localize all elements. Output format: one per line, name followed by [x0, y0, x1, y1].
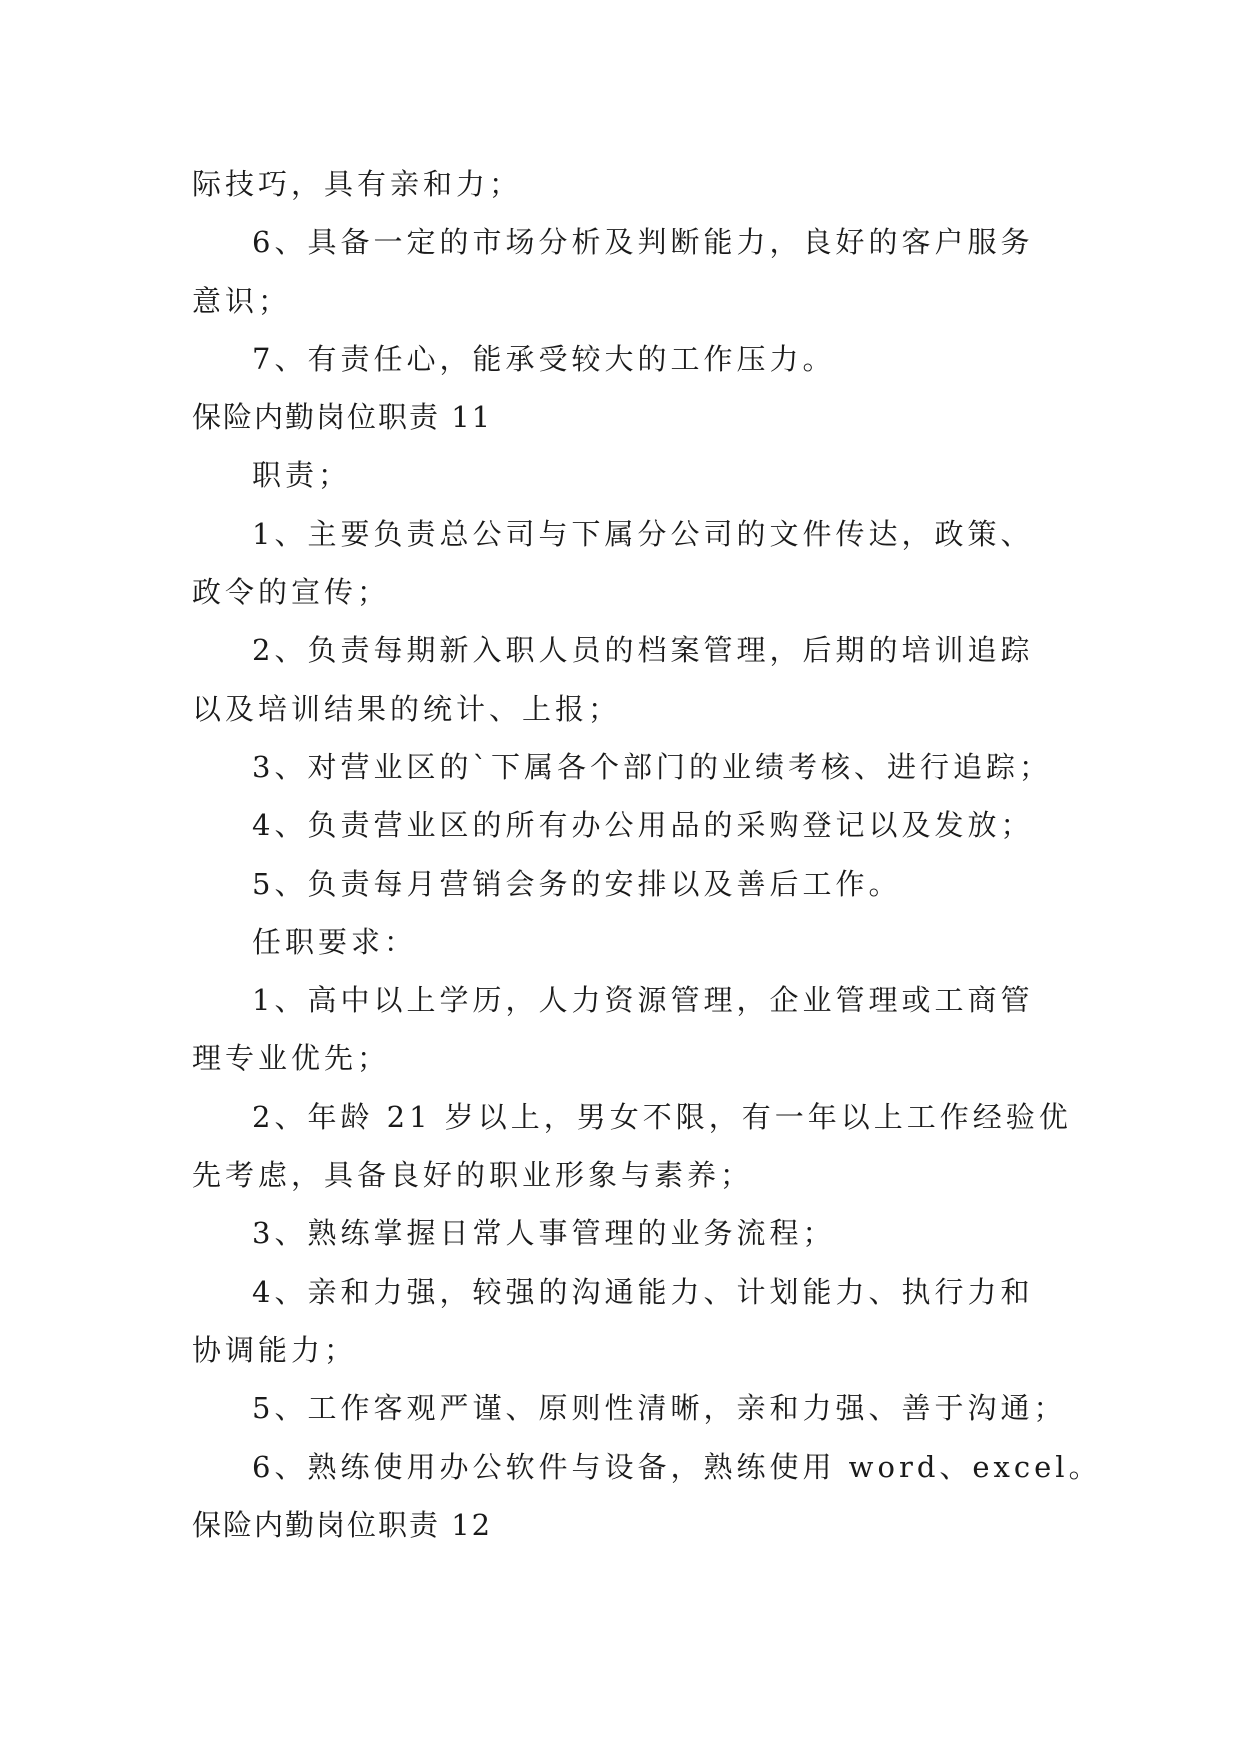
subsection-label: 任职要求：	[252, 924, 418, 959]
text-line: 政令的宣传；	[192, 575, 391, 610]
subsection-label: 职责；	[252, 458, 352, 493]
text-line: 4、负责营业区的所有办公用品的采购登记以及发放；	[252, 808, 1034, 843]
text-line: 4、亲和力强，较强的沟通能力、计划能力、执行力和	[252, 1274, 1034, 1309]
section-heading: 保险内勤岗位职责 12	[192, 1507, 493, 1542]
text-line: 1、主要负责总公司与下属分公司的文件传达，政策、	[252, 516, 1034, 551]
text-line: 际技巧，具有亲和力；	[192, 167, 523, 201]
text-line: 1、高中以上学历，人力资源管理，企业管理或工商管	[252, 983, 1034, 1018]
section-heading: 保险内勤岗位职责 11	[192, 400, 493, 435]
text-line: 6、具备一定的市场分析及判断能力，良好的客户服务	[252, 225, 1034, 260]
text-line: 以及培训结果的统计、上报；	[192, 691, 622, 726]
text-line: 先考虑，具备良好的职业形象与素养；	[192, 1158, 754, 1193]
text-line: 5、工作客观严谨、原则性清晰，亲和力强、善于沟通；	[252, 1391, 1067, 1426]
text-line: 理专业优先；	[192, 1041, 391, 1076]
text-line: 意识；	[192, 283, 292, 318]
text-line: 2、负责每期新入职人员的档案管理，后期的培训追踪	[252, 633, 1034, 668]
text-line: 3、熟练掌握日常人事管理的业务流程；	[252, 1216, 836, 1251]
text-line: 6、熟练使用办公软件与设备，熟练使用 word、excel。	[252, 1449, 1102, 1484]
text-line: 5、负责每月营销会务的安排以及善后工作。	[252, 866, 902, 901]
text-line: 2、年龄 21 岁以上，男女不限，有一年以上工作经验优	[252, 1099, 1072, 1134]
document-body	[192, 155, 1102, 1554]
text-line: 3、对营业区的`下属各个部门的业绩考核、进行追踪；	[252, 749, 1052, 784]
text-line: 协调能力；	[192, 1332, 358, 1367]
text-line: 7、有责任心，能承受较大的工作压力。	[252, 341, 836, 376]
